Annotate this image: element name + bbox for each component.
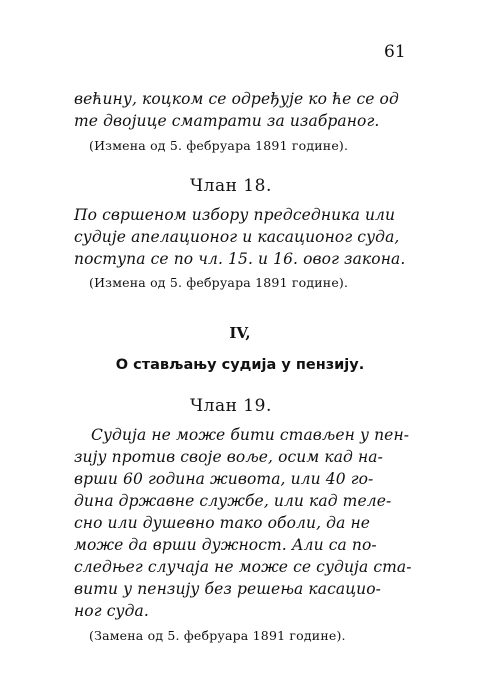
section-title: О стављању судија у пензију. <box>115 357 365 373</box>
paragraph-line: следњег случаја не може се судија ста- <box>74 558 412 576</box>
paragraph-line: дина државне службе, или кад теле- <box>74 492 392 510</box>
paragraph-line: зију против своје воље, осим кад на- <box>74 448 383 466</box>
paragraph-line: поступа се по чл. 15. и 16. овог закона. <box>74 250 406 268</box>
paragraph-line: Судија не може бити стављен у пен- <box>91 426 410 444</box>
paragraph-line: ног суда. <box>74 602 149 620</box>
amendment-note: (Измена од 5. фебруара 1891 године). <box>89 275 349 290</box>
paragraph-line: По свршеном избору председника или <box>74 206 396 224</box>
amendment-note: (Измена од 5. фебруара 1891 године). <box>89 138 349 153</box>
article-18-heading: Члан 18. <box>190 176 272 196</box>
amendment-note: (Замена од 5. фебруара 1891 године). <box>89 628 346 643</box>
page-number: 61 <box>384 42 406 62</box>
paragraph-line: врши 60 година живота, или 40 го- <box>74 470 374 488</box>
paragraph-line: судије апелационог и касационог суда, <box>74 228 400 246</box>
paragraph-line: сно или душевно тако оболи, да не <box>74 514 371 532</box>
section-number: IV, <box>229 324 251 342</box>
paragraph-line: те двојице сматрати за изабраног. <box>74 112 380 130</box>
paragraph-line: вити у пензију без решења касацио- <box>74 580 381 598</box>
paragraph-line: већину, коцком се одређује ко ће се од <box>74 90 399 108</box>
paragraph-line: може да врши дужност. Али са по- <box>74 536 377 554</box>
article-19-heading: Члан 19. <box>190 396 272 416</box>
